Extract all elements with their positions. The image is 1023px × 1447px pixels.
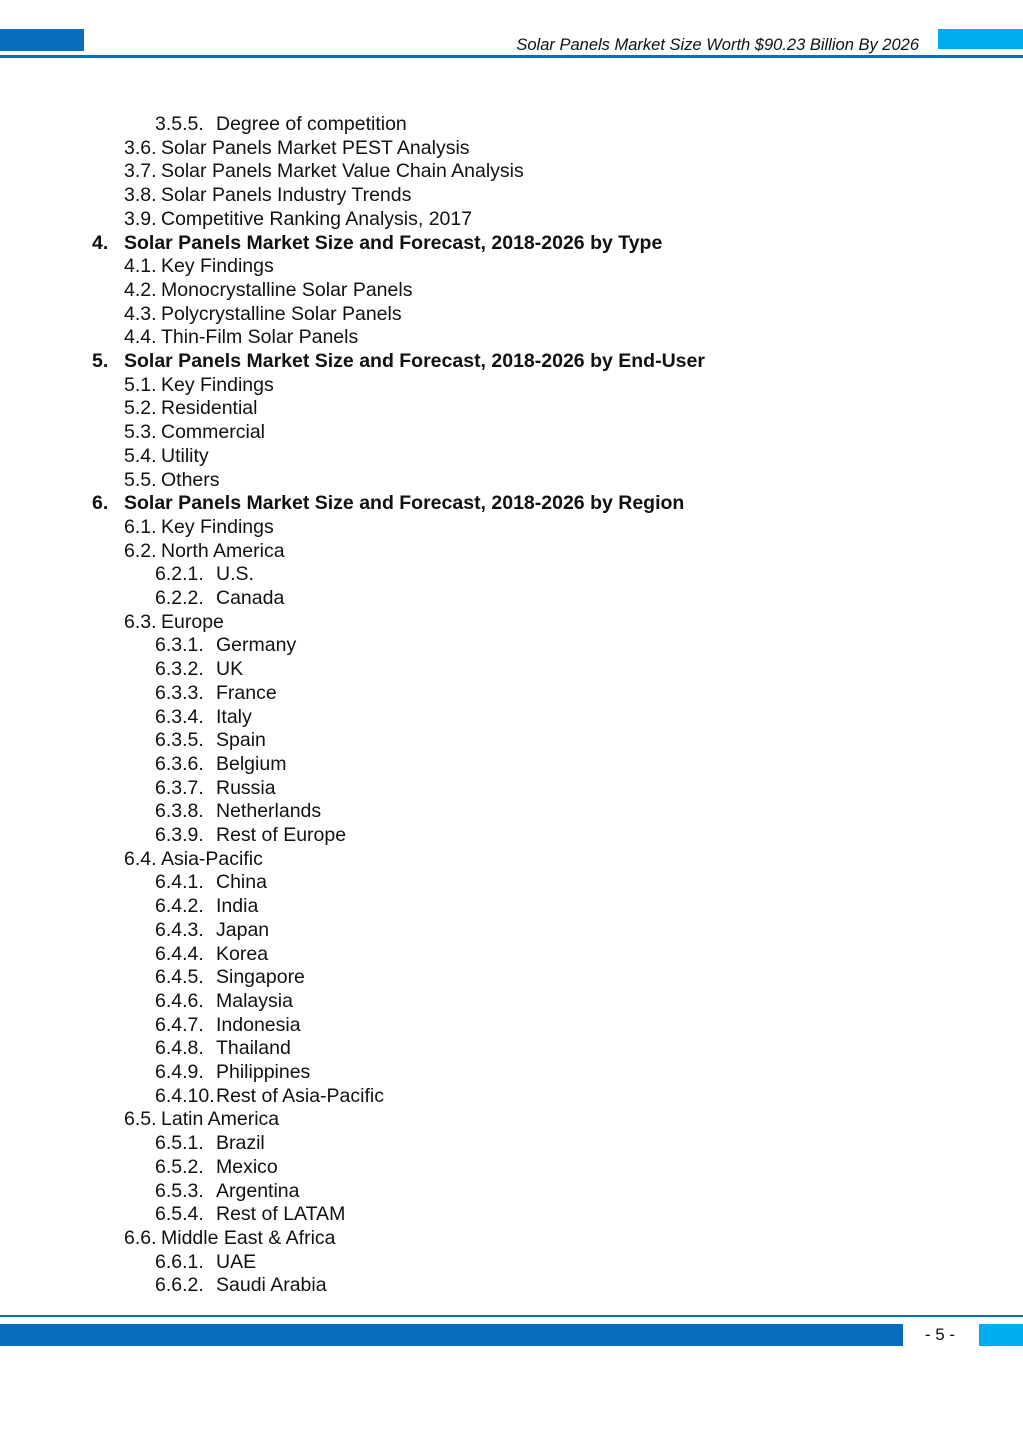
toc-entry-text: UAE [216, 1250, 257, 1273]
toc-section-heading [92, 231, 662, 255]
toc-entry [155, 681, 277, 705]
toc-entry [124, 610, 224, 634]
toc-entry-number: 5.3. [124, 421, 157, 444]
toc-entry [155, 586, 284, 610]
toc-entry-text: Netherlands [216, 800, 322, 823]
toc-entry [124, 278, 412, 302]
toc-entry [155, 1060, 310, 1084]
toc-entry-text: Competitive Ranking Analysis, 2017 [161, 207, 473, 230]
toc-section-heading [92, 349, 705, 373]
toc-entry-number: 4.2. [124, 278, 157, 301]
toc-entry [124, 396, 257, 420]
toc-entry-text: India [216, 895, 259, 918]
toc-entry-number: 6.4.10. [155, 1084, 215, 1107]
header-left-accent-block [0, 29, 84, 51]
toc-entry-number: 6.4.5. [155, 966, 204, 989]
toc-entry-number: 6.3.2. [155, 658, 204, 681]
toc-entry-number: 3.5.5. [155, 113, 204, 135]
toc-entry-text: Key Findings [161, 373, 274, 396]
toc-entry [155, 1155, 278, 1179]
toc-entry-number: 6.2. [124, 539, 157, 562]
toc-entry-text: Others [161, 468, 220, 491]
toc-entry-text: Singapore [216, 966, 305, 989]
toc-entry [155, 1273, 327, 1297]
toc-entry [124, 254, 274, 278]
toc-entry-number: 6.5.3. [155, 1179, 204, 1202]
toc-entry [155, 752, 286, 776]
toc-entry-text: Middle East & Africa [161, 1226, 336, 1249]
toc-entry [124, 159, 524, 183]
toc-entry [155, 965, 305, 989]
toc-entry [155, 776, 276, 800]
toc-entry-number: 6.1. [124, 515, 157, 538]
toc-entry-text: Korea [216, 942, 269, 965]
toc-entry-text: Solar Panels Market Size and Forecast, 2018-2026 by Type [124, 231, 663, 254]
toc-entry-number: 6.3.8. [155, 800, 204, 823]
toc-entry-number: 6.6.1. [155, 1250, 204, 1273]
toc-entry-text: Russia [216, 776, 276, 799]
toc-entry-text: Rest of Asia-Pacific [216, 1084, 384, 1107]
toc-entry-text: Latin America [161, 1108, 280, 1131]
toc-entry [124, 420, 265, 444]
toc-entry-text: Solar Panels Market Size and Forecast, 2018-2026 by Region [124, 492, 685, 515]
toc-entry [124, 1107, 279, 1131]
toc-entry-text: Key Findings [161, 255, 274, 278]
toc-entry [124, 444, 209, 468]
toc-entry-text: Germany [216, 634, 297, 657]
toc-entry-text: Thailand [216, 1037, 291, 1060]
toc-entry-number: 4. [92, 231, 109, 254]
toc-entry-number: 6.5.1. [155, 1132, 204, 1155]
toc-entry-number: 6.4.3. [155, 918, 204, 941]
toc-entry-text: Solar Panels Market Value Chain Analysis [161, 160, 524, 183]
toc-entry-number: 6.3.1. [155, 634, 204, 657]
toc-entry-text: Polycrystalline Solar Panels [161, 302, 402, 325]
toc-entry-text: Commercial [161, 421, 266, 444]
toc-entry [124, 468, 220, 492]
toc-entry-text: Canada [216, 587, 285, 609]
toc-entry-text: U.S. [216, 563, 254, 586]
toc-entry-number: 5.5. [124, 468, 157, 491]
toc-entry-number: 6.4.9. [155, 1061, 204, 1083]
toc-entry [155, 1250, 256, 1274]
toc-entry-text: Brazil [216, 1132, 265, 1155]
toc-entry [155, 1202, 345, 1226]
page-number: - 5 - [924, 1325, 956, 1344]
toc-entry [155, 823, 346, 847]
toc-entry-number: 6.3.3. [155, 681, 204, 704]
toc-entry-number: 6. [92, 492, 109, 515]
toc-entry-text: Belgium [216, 752, 287, 775]
toc-entry-number: 6.4.6. [155, 989, 204, 1012]
toc-entry-number: 6.4.4. [155, 942, 204, 965]
toc-entry-number: 3.7. [124, 160, 157, 183]
toc-entry [155, 989, 293, 1013]
toc-entry [124, 373, 274, 397]
toc-entry-text: China [216, 871, 267, 894]
toc-entry-number: 6.4. [124, 847, 157, 870]
toc-entry-text: Malaysia [216, 989, 293, 1012]
toc-entry-text: Spain [216, 729, 266, 752]
toc-entry [155, 1084, 384, 1108]
toc-entry-number: 5. [92, 350, 109, 372]
toc-entry [124, 539, 285, 563]
toc-entry-number: 6.5. [124, 1108, 157, 1131]
toc-entry-text: Rest of Europe [216, 824, 347, 846]
toc-entry [155, 633, 296, 657]
toc-entry-number: 6.2.1. [155, 563, 204, 586]
toc-section-heading [92, 491, 684, 515]
toc-entry [155, 705, 252, 729]
toc-entry [155, 657, 243, 681]
toc-entry [155, 1179, 299, 1203]
toc-entry-text: Degree of competition [216, 113, 407, 135]
toc-entry [124, 515, 274, 539]
toc-entry-number: 4.3. [124, 302, 157, 325]
toc-entry-text: UK [216, 658, 244, 681]
toc-entry [155, 562, 254, 586]
toc-entry-number: 4.4. [124, 326, 157, 349]
toc-entry-text: Monocrystalline Solar Panels [161, 278, 413, 301]
toc-entry-number: 5.1. [124, 373, 157, 396]
toc-entry [155, 728, 266, 752]
toc-entry-number: 6.3.9. [155, 824, 204, 846]
toc-entry [155, 799, 321, 823]
toc-entry-number: 5.2. [124, 397, 157, 420]
toc-entry-text: Philippines [216, 1061, 311, 1083]
toc-entry-text: Mexico [216, 1155, 278, 1178]
toc-entry-text: Utility [161, 444, 209, 467]
toc-entry-number: 6.4.8. [155, 1037, 204, 1060]
toc-entry-text: Key Findings [161, 515, 274, 538]
header-right-accent-block [938, 29, 1023, 49]
toc-entry [124, 325, 358, 349]
toc-entry-number: 6.4.7. [155, 1013, 204, 1036]
footer-bar [0, 1324, 903, 1346]
footer-right-accent-block [979, 1324, 1023, 1346]
toc-entry [124, 207, 472, 231]
toc-entry [155, 1013, 301, 1037]
toc-entry-number: 6.3.6. [155, 752, 204, 775]
toc-entry [155, 112, 407, 136]
toc-entry-number: 6.3.7. [155, 776, 204, 799]
toc-entry [124, 136, 470, 160]
toc-entry-number: 6.2.2. [155, 587, 204, 609]
toc-entry-text: Thin-Film Solar Panels [161, 326, 359, 349]
toc-entry-number: 6.3.4. [155, 705, 204, 728]
toc-entry [124, 1226, 336, 1250]
toc-entry-number: 6.6.2. [155, 1274, 204, 1297]
toc-entry-text: Japan [216, 918, 270, 941]
toc-entry-text: Solar Panels Market Size and Forecast, 2018-2026 by End-User [124, 350, 705, 372]
toc-entry-text: Solar Panels Industry Trends [161, 184, 412, 207]
toc-entry [155, 1131, 265, 1155]
toc-entry-text: Asia-Pacific [161, 847, 263, 870]
toc-entry [124, 847, 263, 871]
toc-entry-number: 6.3.5. [155, 729, 204, 752]
toc-entry-text: Italy [216, 705, 252, 728]
toc-entry-text: Indonesia [216, 1013, 301, 1036]
toc-entry [155, 1036, 291, 1060]
toc-entry [155, 894, 258, 918]
toc-entry-number: 6.4.2. [155, 895, 204, 918]
header-rule [0, 55, 1023, 58]
toc-entry-number: 6.5.2. [155, 1155, 204, 1178]
toc-entry-text: North America [161, 539, 285, 562]
toc-entry [124, 302, 402, 326]
toc-entry-text: Argentina [216, 1179, 300, 1202]
toc-entry-text: Residential [161, 397, 258, 420]
header-title: Solar Panels Market Size Worth $90.23 Billion By 2026 [516, 36, 919, 54]
toc-entry-text: Solar Panels Market PEST Analysis [161, 136, 470, 159]
toc-entry-number: 6.4.1. [155, 871, 204, 894]
footer-rule [0, 1315, 1023, 1317]
toc-entry-number: 3.6. [124, 136, 157, 159]
toc-entry-number: 6.3. [124, 610, 157, 633]
toc-entry-text: France [216, 681, 277, 704]
toc-entry-number: 3.9. [124, 207, 157, 230]
toc-entry-number: 5.4. [124, 444, 157, 467]
toc-entry-text: Rest of LATAM [216, 1203, 346, 1226]
toc-entry-number: 3.8. [124, 184, 157, 207]
toc-entry-text: Europe [161, 610, 224, 633]
toc-entry-number: 6.6. [124, 1226, 157, 1249]
toc-entry [155, 918, 269, 942]
toc-entry-number: 4.1. [124, 255, 157, 278]
toc-entry [124, 183, 411, 207]
toc-entry [155, 942, 268, 966]
toc-entry [155, 870, 267, 894]
toc-entry-number: 6.5.4. [155, 1203, 204, 1226]
toc-entry-text: Saudi Arabia [216, 1274, 327, 1297]
